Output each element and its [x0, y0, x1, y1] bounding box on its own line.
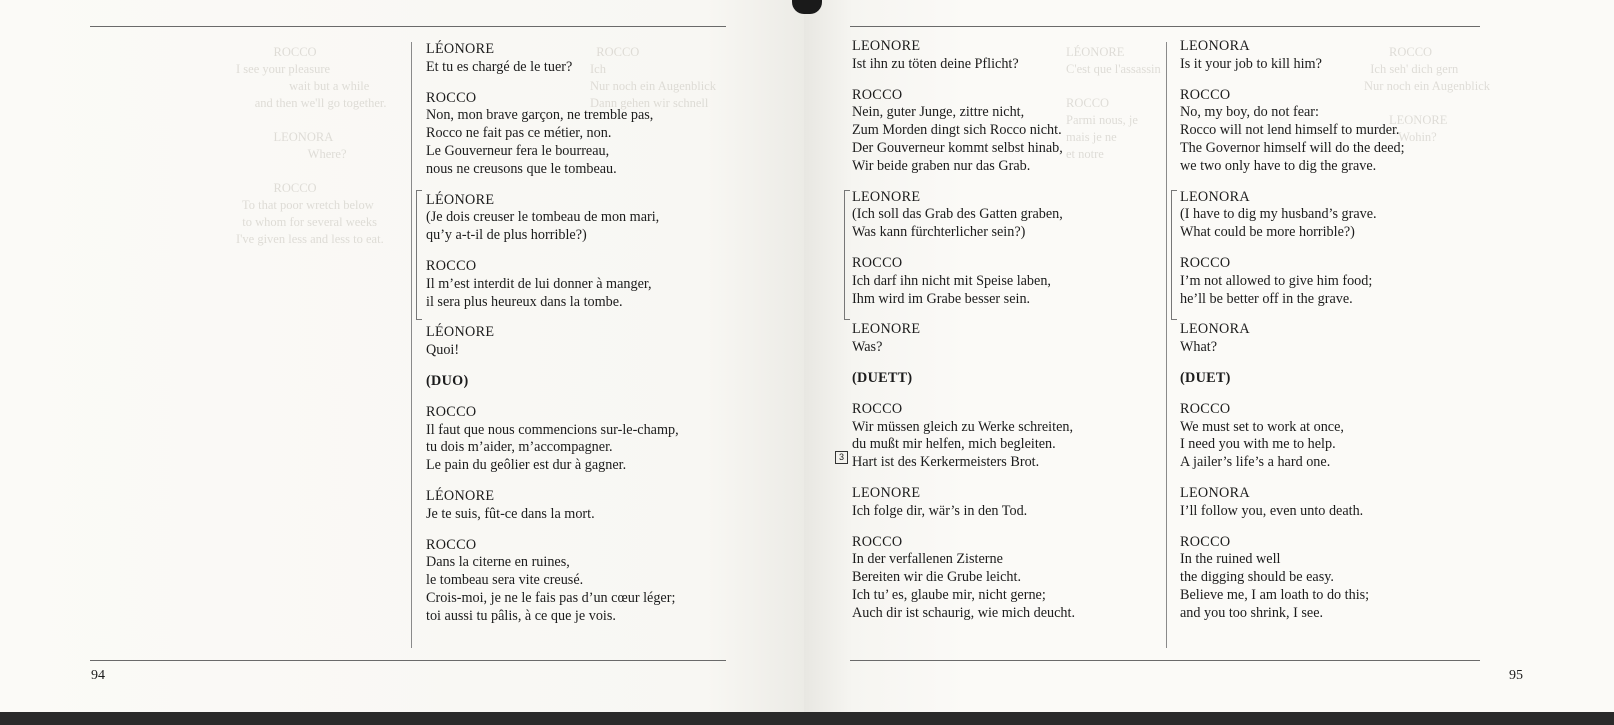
verse-line: Nein, guter Junge, zittre nicht,	[852, 104, 1025, 121]
speech-block	[1180, 534, 1480, 623]
speaker-name: LEONORE	[852, 188, 921, 205]
verse-line: Le Gouverneur fera le bourreau,	[426, 142, 610, 159]
verse-line: Le pain du geôlier est dur à gagner.	[426, 457, 627, 474]
speaker-name: ROCCO	[426, 403, 477, 420]
verse-line: Was kann fürchterlicher sein?)	[852, 224, 1026, 241]
speech-block	[1180, 321, 1480, 357]
verse-line: Is it your job to kill him?	[1180, 55, 1322, 72]
speaker-name: LEONORA	[1180, 321, 1250, 338]
aside-bracket	[416, 190, 422, 320]
verse-line: In der verfallenen Zisterne	[852, 551, 1003, 568]
page-number: 95	[1509, 668, 1523, 683]
verse-line: Quoi!	[426, 342, 460, 359]
verse-line: Ich folge dir, wär’s in den Tod.	[852, 502, 1028, 519]
speaker-name: ROCCO	[426, 89, 477, 106]
section-heading: (DUO)	[426, 372, 469, 389]
verse-line: Dans la citerne en ruines,	[426, 554, 570, 571]
speech-block	[426, 537, 726, 626]
speech-block	[426, 192, 726, 245]
verse-line: I need you with me to help.	[1180, 436, 1336, 453]
verse-line: Rocco ne fait pas ce métier, non.	[426, 125, 612, 142]
speech-block	[1180, 485, 1480, 521]
speaker-name: ROCCO	[426, 257, 477, 274]
english-column	[1180, 38, 1480, 623]
verse-line: toi aussi tu pâlis, à ce que je vois.	[426, 607, 616, 624]
verse-line: Bereiten wir die Grube leicht.	[852, 569, 1022, 586]
verse-line: Non, mon brave garçon, ne tremble pas,	[426, 107, 654, 124]
verse-line: I’m not allowed to give him food;	[1180, 272, 1373, 289]
bleed-through-text: ROCCO I see your pleasure wait but a while and then we'll go together. LEONORA Where? ROCCO To that poor wretch below to whom for several weeks I've given less and less to eat.	[236, 45, 387, 246]
verse-line: Ist ihn zu töten deine Pflicht?	[852, 55, 1019, 72]
verse-line: Ihm wird im Grabe besser sein.	[852, 290, 1031, 307]
verse-line: qu’y a-t-il de plus horrible?)	[426, 227, 587, 244]
bleed-through-text: LÉONORE C'est que l'assassin ROCCO Parmi nous, je mais je ne et notre	[1066, 45, 1161, 161]
verse-line: Auch dir ist schaurig, wie mich deucht.	[852, 604, 1076, 621]
verse-line: Wir müssen gleich zu Werke schreiten,	[852, 418, 1074, 435]
speech-block	[852, 321, 1157, 357]
speaker-name: LÉONORE	[426, 41, 495, 57]
speech-block	[1180, 87, 1480, 176]
verse-line: Il m’est interdit de lui donner à manger,	[426, 275, 652, 292]
verse-line: Crois-moi, je ne le fais pas d’un cœur léger;	[426, 589, 676, 606]
verse-line: In the ruined well	[1180, 551, 1281, 568]
speech-block	[852, 485, 1157, 521]
section-heading-block	[852, 370, 1157, 388]
aside-bracket	[1171, 190, 1177, 320]
verse-line: Je te suis, fût-ce dans la mort.	[426, 505, 595, 522]
speaker-name: ROCCO	[1180, 533, 1231, 550]
french-column	[426, 41, 726, 626]
speaker-name: LEONORE	[852, 38, 921, 54]
speech-block	[1180, 38, 1480, 74]
verse-line: Wir beide graben nur das Grab.	[852, 157, 1031, 174]
speech-block	[852, 87, 1157, 176]
speech-block	[852, 38, 1157, 74]
section-heading: (DUETT)	[852, 369, 913, 386]
speaker-name: LÉONORE	[426, 487, 495, 504]
speaker-name: ROCCO	[852, 400, 903, 417]
verse-line: the digging should be easy.	[1180, 569, 1334, 586]
verse-line: A jailer’s life’s a hard one.	[1180, 454, 1331, 471]
speaker-name: LEONORE	[852, 321, 921, 338]
verse-line: (Je dois creuser le tombeau de mon mari,	[426, 209, 660, 226]
verse-line: Zum Morden dingt sich Rocco nicht.	[852, 122, 1062, 139]
speech-block	[852, 255, 1157, 308]
track-number-marker: 3	[835, 451, 848, 464]
verse-line: Der Gouverneur kommt selbst hinab,	[852, 139, 1063, 156]
speaker-name: ROCCO	[852, 533, 903, 550]
speaker-name: LEONORA	[1180, 188, 1250, 205]
speaker-name: ROCCO	[852, 254, 903, 271]
verse-line: The Governor himself will do the deed;	[1180, 139, 1405, 156]
verse-line: tu dois m’aider, m’accompagner.	[426, 439, 613, 456]
verse-line: No, my boy, do not fear:	[1180, 104, 1319, 121]
speech-block	[1180, 401, 1480, 472]
verse-line: le tombeau sera vite creusé.	[426, 572, 584, 589]
verse-line: Rocco will not lend himself to murder.	[1180, 122, 1400, 139]
bottom-rule	[850, 660, 1480, 661]
speaker-name: LEONORA	[1180, 38, 1250, 54]
verse-line: Was?	[852, 339, 883, 356]
top-rule	[850, 26, 1480, 27]
verse-line: Et tu es chargé de le tuer?	[426, 58, 573, 75]
bleed-through-text: ROCCO Ich Nur noch ein Augenblick Dann gehen wir schnell	[590, 45, 717, 110]
verse-line: Il faut que nous commencions sur-le-champ,	[426, 421, 679, 438]
verse-line: (Ich soll das Grab des Gatten graben,	[852, 206, 1063, 223]
speech-block	[426, 404, 726, 475]
verse-line: We must set to work at once,	[1180, 418, 1344, 435]
verse-line: Ich darf ihn nicht mit Speise laben,	[852, 272, 1051, 289]
speech-block	[1180, 255, 1480, 308]
section-heading-block	[426, 373, 726, 391]
speaker-name: ROCCO	[1180, 400, 1231, 417]
verse-line: Believe me, I am loath to do this;	[1180, 586, 1370, 603]
verse-line: he’ll be better off in the grave.	[1180, 290, 1353, 307]
right-page	[804, 0, 1614, 725]
section-heading: (DUET)	[1180, 369, 1231, 386]
speaker-name: LEONORE	[852, 484, 921, 501]
verse-line: What?	[1180, 339, 1218, 356]
speaker-name: ROCCO	[1180, 254, 1231, 271]
speaker-name: ROCCO	[852, 86, 903, 103]
speaker-name: LÉONORE	[426, 191, 495, 208]
speech-block	[852, 401, 1157, 472]
top-rule	[90, 26, 726, 27]
speech-block	[426, 41, 726, 77]
speech-block	[852, 534, 1157, 623]
speaker-name: ROCCO	[426, 536, 477, 553]
speech-block	[426, 90, 726, 179]
left-page	[0, 0, 804, 725]
speech-block	[426, 488, 726, 524]
speech-block	[426, 258, 726, 311]
speaker-name: LEONORA	[1180, 484, 1250, 501]
verse-line: du mußt mir helfen, mich begleiten.	[852, 436, 1056, 453]
speech-block	[426, 324, 726, 360]
verse-line: I’ll follow you, even unto death.	[1180, 502, 1364, 519]
verse-line: we two only have to dig the grave.	[1180, 157, 1377, 174]
speaker-name: LÉONORE	[426, 324, 495, 341]
speech-block	[852, 189, 1157, 242]
speaker-name: ROCCO	[1180, 86, 1231, 103]
verse-line: Hart ist des Kerkermeisters Brot.	[852, 454, 1040, 471]
column-separator	[1166, 42, 1167, 648]
verse-line: (I have to dig my husband’s grave.	[1180, 206, 1377, 223]
column-separator	[411, 42, 412, 648]
verse-line: What could be more horrible?)	[1180, 224, 1355, 241]
bleed-through-text: ROCCO Ich seh' dich gern Nur noch ein Augenblick LEONORE Wohin?	[1364, 45, 1491, 144]
bottom-shadow	[0, 712, 1614, 725]
bottom-rule	[90, 660, 726, 661]
german-column	[852, 38, 1157, 623]
speech-block	[1180, 189, 1480, 242]
page-number: 94	[91, 668, 105, 683]
section-heading-block	[1180, 370, 1480, 388]
verse-line: and you too shrink, I see.	[1180, 604, 1324, 621]
aside-bracket	[844, 190, 850, 320]
verse-line: nous ne creusons que le tombeau.	[426, 160, 617, 177]
verse-line: Ich tu’ es, glaube mir, nicht gerne;	[852, 586, 1046, 603]
verse-line: il sera plus heureux dans la tombe.	[426, 293, 623, 310]
